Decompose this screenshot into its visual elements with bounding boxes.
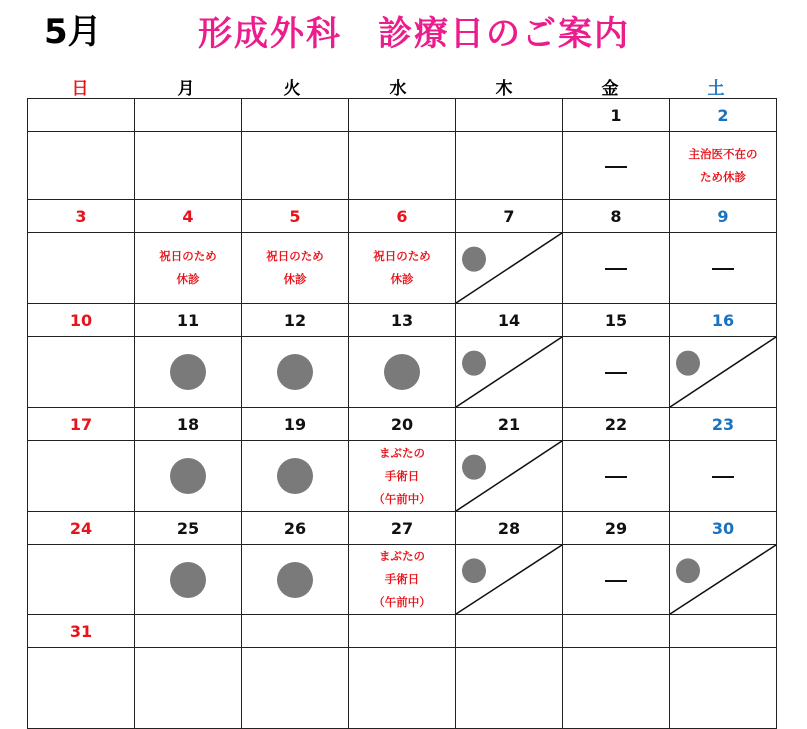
date-cell: 10 — [28, 304, 135, 337]
status-cell — [349, 233, 456, 304]
week-2-status — [28, 337, 777, 408]
date-cell: 1 — [563, 99, 670, 132]
date-cell — [349, 99, 456, 132]
status-cell — [563, 648, 670, 729]
closed-dash-icon — [712, 476, 734, 478]
date-cell: 24 — [28, 512, 135, 545]
date-cell: 2 — [670, 99, 777, 132]
status-cell — [670, 132, 777, 200]
status-cell — [456, 132, 563, 200]
status-cell — [135, 233, 242, 304]
week-5-dates — [28, 615, 777, 648]
date-cell: 26 — [242, 512, 349, 545]
date-cell: 5 — [242, 200, 349, 233]
morning-circle — [462, 558, 486, 583]
status-cell — [28, 648, 135, 729]
date-cell: 16 — [670, 304, 777, 337]
status-cell — [670, 233, 777, 304]
date-cell — [28, 99, 135, 132]
status-cell — [349, 545, 456, 615]
week-1-dates — [28, 200, 777, 233]
half-day-icon — [670, 545, 776, 614]
weekday-1: 月 — [177, 79, 195, 99]
date-cell — [242, 615, 349, 648]
status-cell — [135, 648, 242, 729]
date-cell: 7 — [456, 200, 563, 233]
date-cell: 17 — [28, 408, 135, 441]
status-cell — [563, 337, 670, 408]
date-cell: 6 — [349, 200, 456, 233]
week-3-status — [28, 441, 777, 512]
date-cell — [563, 615, 670, 648]
date-cell: 20 — [349, 408, 456, 441]
closure-note: 祝日のため 休診 — [373, 249, 431, 286]
morning-circle — [462, 455, 486, 480]
closed-dash-icon — [605, 580, 627, 582]
status-cell — [349, 337, 456, 408]
date-cell: 31 — [28, 615, 135, 648]
weekday-6: 土 — [707, 79, 725, 99]
half-day-icon — [670, 337, 776, 407]
status-cell — [242, 132, 349, 200]
date-cell — [456, 99, 563, 132]
status-cell — [242, 648, 349, 729]
date-cell: 14 — [456, 304, 563, 337]
date-cell: 29 — [563, 512, 670, 545]
date-cell: 27 — [349, 512, 456, 545]
half-day-icon — [456, 337, 562, 407]
morning-circle — [676, 558, 700, 583]
status-cell — [563, 441, 670, 512]
status-cell — [349, 441, 456, 512]
full-day-circle-icon — [277, 458, 313, 494]
date-cell: 19 — [242, 408, 349, 441]
week-2-dates — [28, 304, 777, 337]
week-0-status — [28, 132, 777, 200]
weekday-3: 水 — [389, 79, 407, 99]
status-cell — [135, 545, 242, 615]
week-5-status — [28, 648, 777, 729]
status-cell — [456, 233, 563, 304]
closed-dash-icon — [712, 268, 734, 270]
status-cell — [135, 132, 242, 200]
status-cell — [670, 441, 777, 512]
weekday-2: 火 — [283, 79, 301, 99]
status-cell — [563, 132, 670, 200]
closure-note: 祝日のため 休診 — [159, 249, 217, 286]
date-cell: 23 — [670, 408, 777, 441]
status-cell — [670, 545, 777, 615]
closed-dash-icon — [605, 476, 627, 478]
full-day-circle-icon — [384, 354, 420, 390]
half-day-icon — [456, 233, 562, 303]
full-day-circle-icon — [170, 354, 206, 390]
date-cell — [135, 615, 242, 648]
status-cell — [242, 337, 349, 408]
status-cell — [242, 233, 349, 304]
full-day-circle-icon — [170, 562, 206, 598]
date-cell: 4 — [135, 200, 242, 233]
date-cell: 15 — [563, 304, 670, 337]
half-day-icon — [456, 545, 562, 614]
morning-circle — [462, 351, 486, 376]
status-cell — [670, 648, 777, 729]
date-cell — [670, 615, 777, 648]
full-day-circle-icon — [170, 458, 206, 494]
page-title: 形成外科 診療日のご案内 — [198, 14, 630, 54]
status-cell — [456, 337, 563, 408]
weekday-0: 日 — [71, 79, 89, 99]
weekday-5: 金 — [601, 79, 619, 99]
date-cell: 28 — [456, 512, 563, 545]
status-cell — [28, 233, 135, 304]
date-cell: 13 — [349, 304, 456, 337]
closure-note: 祝日のため 休診 — [266, 249, 324, 286]
week-4-status — [28, 545, 777, 615]
date-cell — [135, 99, 242, 132]
status-cell — [456, 545, 563, 615]
status-cell — [28, 337, 135, 408]
closed-dash-icon — [605, 372, 627, 374]
date-cell: 22 — [563, 408, 670, 441]
status-cell — [242, 441, 349, 512]
status-cell — [28, 441, 135, 512]
date-cell: 18 — [135, 408, 242, 441]
status-cell — [135, 441, 242, 512]
half-day-icon — [456, 441, 562, 511]
closed-dash-icon — [605, 268, 627, 270]
status-cell — [28, 132, 135, 200]
date-cell: 8 — [563, 200, 670, 233]
morning-circle — [676, 351, 700, 376]
status-cell — [456, 648, 563, 729]
status-cell — [135, 337, 242, 408]
week-1-status — [28, 233, 777, 304]
weekday-4: 木 — [495, 79, 513, 99]
month-label: 5月 — [44, 12, 102, 52]
date-cell: 21 — [456, 408, 563, 441]
status-cell — [349, 648, 456, 729]
date-cell — [242, 99, 349, 132]
date-cell: 3 — [28, 200, 135, 233]
closure-note: まぶたの 手術日 （午前中） — [373, 549, 431, 609]
week-4-dates — [28, 512, 777, 545]
date-cell: 9 — [670, 200, 777, 233]
status-cell — [563, 233, 670, 304]
closed-dash-icon — [605, 166, 627, 168]
date-cell: 25 — [135, 512, 242, 545]
date-cell — [456, 615, 563, 648]
date-cell — [349, 615, 456, 648]
status-cell — [563, 545, 670, 615]
date-cell: 11 — [135, 304, 242, 337]
week-0-dates — [28, 99, 777, 132]
morning-circle — [462, 247, 486, 272]
status-cell — [349, 132, 456, 200]
closure-note: まぶたの 手術日 （午前中） — [373, 445, 431, 506]
status-cell — [456, 441, 563, 512]
status-cell — [670, 337, 777, 408]
date-cell: 30 — [670, 512, 777, 545]
closure-note: 主治医不在の ため休診 — [688, 146, 758, 184]
week-3-dates — [28, 408, 777, 441]
date-cell: 12 — [242, 304, 349, 337]
status-cell — [242, 545, 349, 615]
status-cell — [28, 545, 135, 615]
full-day-circle-icon — [277, 562, 313, 598]
full-day-circle-icon — [277, 354, 313, 390]
calendar-table — [27, 98, 777, 729]
